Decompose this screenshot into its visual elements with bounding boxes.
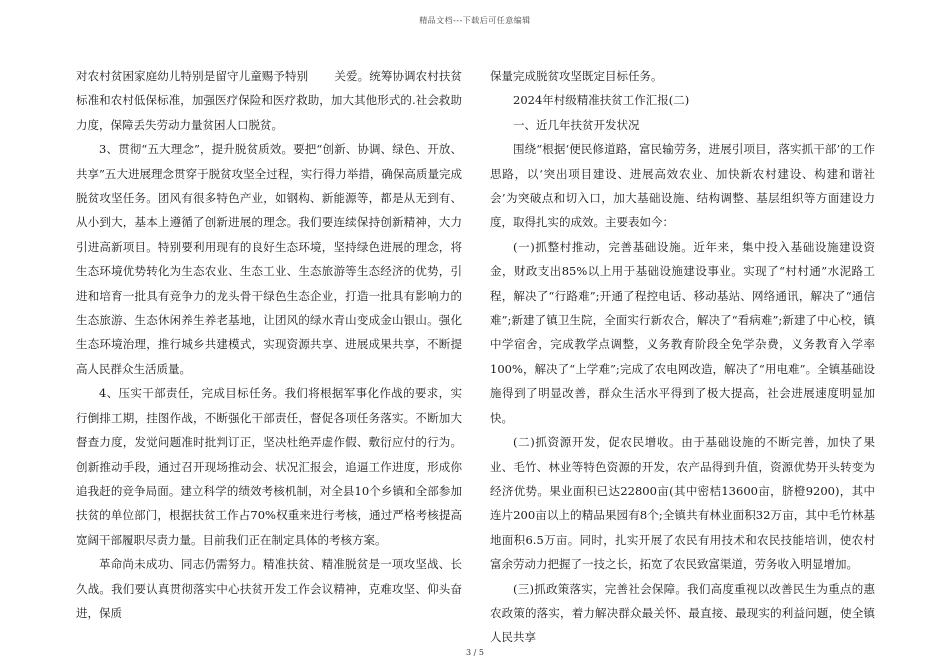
- left-column: [76, 64, 462, 625]
- left-paragraph-1-part-1: 对农村贫困家庭幼儿特别是留守儿童赐予特别: [76, 69, 309, 83]
- page-number: 3 / 5: [466, 648, 484, 657]
- right-paragraph-5: (三)抓政策落实，完善社会保障。我们高度重视以改善民生为重点的惠农政策的落实，着力解决群众最关怀、最直接、最现实的利益问题，使全镇人民共享: [490, 581, 875, 645]
- left-paragraph-1-part-2: 关爱。统筹协调农村扶贫标准和农村低保标准，加强医疗保险和医疗救助，加大其他形式的.社会救助力度，保障丢失劳动力量贫困人口脱贫。: [76, 69, 463, 132]
- right-paragraph-4: (二)抓资源开发，促农民增收。由于基础设施的不断完善，加快了果业、毛竹、林业等特色资源的开发，农产品得到升值，资源优势开头转变为经济优势。果业面积已达22800亩(其中密桔13600亩，脐橙9200)，其中连片200亩以上的精品果园有8个;全镇共有林业面积32万亩，其中毛竹林基地面积6.5万亩。同时，扎实开展了农民有用技术和农民技能培训，使农村富余劳动力把握了一技之长，拓宽了农民致富渠道，劳务收入明显增加。: [490, 435, 875, 572]
- right-paragraph-1: 保量完成脱贫攻坚既定目标任务。: [490, 69, 663, 83]
- section-heading: 一、近几年扶贫开发状况: [513, 117, 640, 132]
- left-paragraph-2: 3、贯彻“五大理念”，提升脱贫质效。要把“创新、协调、绿色、开放、共享”五大进展理念贯穿于脱贫攻坚全过程，实行得力举措，确保高质量完成脱贫攻坚任务。团风有很多特色产业，如钢构、新能源等，都是从无到有、从小到大，基本上遵循了创新进展的理念。我们要连续保持创新精神，大力引进高新项目。特别要利用现有的良好生态环境，坚持绿色进展的理念，将生态环境优势转化为生态农业、生态工业、生态旅游等生态经济的优势，引进和培育一批具有竞争力的龙头骨干绿色生态企业，打造一批具有影响力的生态旅游、生态休闲养生养老基地，让团风的绿水青山变成金山银山。强化生态环境治理，推行城乡共建模式，实现资源共享、进展成果共享，不断提高人民群众生活质量。: [76, 142, 462, 376]
- right-paragraph-3: (一)抓整村推动，完善基础设施。近年来，集中投入基础设施建设资金，财政支出85%以上用于基础设施建设事业。实现了“村村通”水泥路工程，解决了“行路难”;开通了程控电话、移动基站、网络通讯，解决了“通信难”;新建了镇卫生院，全面实行新农合，解决了“看病难”;新建了中心校，镇中学宿舍，完成教学点调整，义务教育阶段全免学杂费，义务教育入学率100%，解决了“上学难”;完成了农电网改造，解决了“用电难”。全镇基础设施得到了明显改善，群众生活水平得到了极大提高，社会进展速度明显加快。: [490, 239, 875, 425]
- left-paragraph-3: 4、压实干部责任，完成目标任务。我们将根据军事化作战的要求，实行倒排工期，挂图作战，不断强化干部责任，督促各项任务落实。不断加大督查力度，发觉问题准时批判订正，坚决杜绝弄虚作假、敷衍应付的行为。创新推动手段，通过召开现场推动会、状况汇报会，追逼工作进度，形成你追我赶的竞争局面。建立科学的绩效考核机制，对全县10个乡镇和全部参加扶贫的单位部门，根据扶贫工作占70%权重来进行考核，通过严格考核提高宽阔干部履职尽责力量。目前我们正在制定具体的考核方案。: [76, 386, 462, 547]
- right-column: [490, 64, 875, 650]
- report-title: 2024年村级精准扶贫工作汇报(二): [513, 93, 690, 108]
- left-paragraph-1: [76, 64, 462, 137]
- right-paragraph-2: 围绕“根据‘便民修道路，富民输劳务，进展引项目，落实抓干部’的工作思路，以‘突出项目建设、进展高效农业、加快新农村建设、构建和谐社会’为突破点和切入口，加大基础设施、结构调整、基层组织等方面建设力度，取得扎实的成效。主要表如今：: [490, 142, 875, 230]
- page-header: 精品文档---下载后可任意编辑: [419, 16, 531, 25]
- left-paragraph-4: 革命尚未成功、同志仍需努力。精准扶贫、精准脱贫是一项攻坚战、长久战。我们要认真贯彻落实中心扶贫开发工作会议精神，克难攻坚、仰头奋进，保质: [76, 557, 462, 620]
